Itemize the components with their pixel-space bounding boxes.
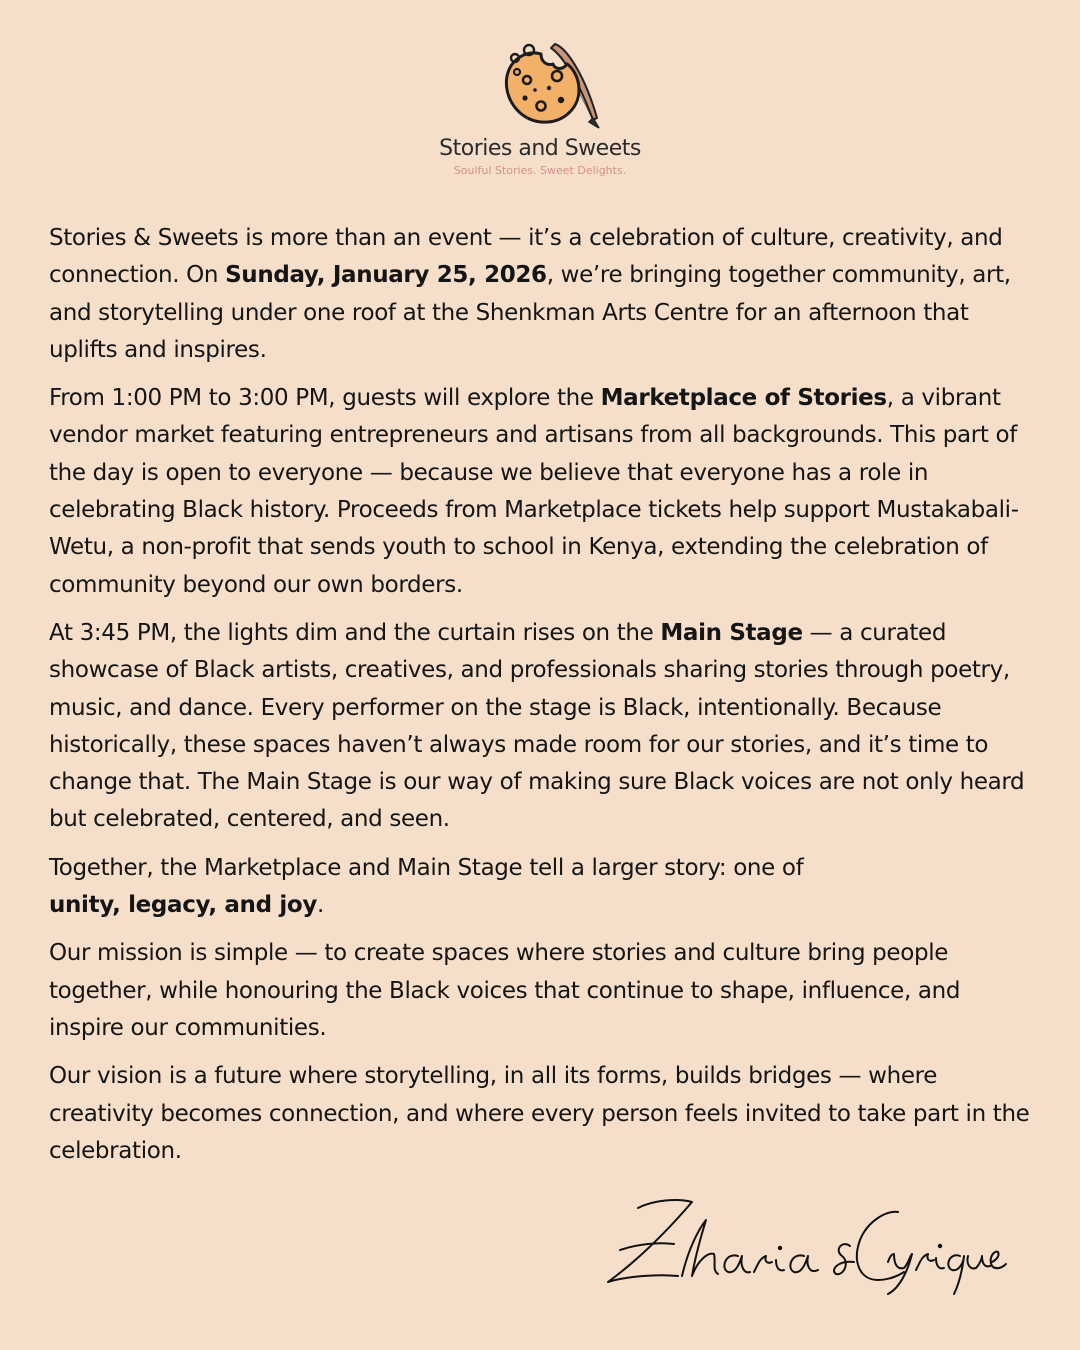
paragraph-vision: Our vision is a future where storytelling, in all its forms, builds bridges — where creativity becomes connection, and where every person feels invited to take part in the celebration. [49,1063,1030,1164]
brand-logo [0,36,1080,178]
paragraph-marketplace: From 1:00 PM to 3:00 PM, guests will explore the Marketplace of Stories, a vibrant vendor market featuring entrepreneurs and artisans from all backgrounds. This part of the day is open to everyone — because we believe that everyone has a role in celebrating Black history. Proceeds from Marketplace tickets help support Mustakabali-Wetu, a non-profit that sends youth to school in Kenya, extending the celebration of community beyond our own borders. [49,385,1019,598]
paragraph-mission: Our mission is simple — to create spaces where stories and culture bring people together, while honouring the Black voices that continue to shape, influence, and inspire our communities. [49,940,961,1041]
signature [598,1190,1008,1304]
signature-icon [598,1190,1008,1300]
paragraph-intro: Stories & Sweets is more than an event — it’s a celebration of culture, creativity, and connection. On Sunday, January 25, 2026, we’re bringing together community, art, and storytelling under one roof at the Shenkman Arts Centre for an afternoon that uplifts and inspires. [49,225,1011,363]
brand-tagline: Soulful Stories. Sweet Delights. [453,164,627,177]
paragraph-together: Together, the Marketplace and Main Stage tell a larger story: one of unity, legacy, and joy. [49,854,804,919]
unity-phrase: unity, legacy, and joy [49,892,317,919]
cookie-with-quill-icon [475,36,605,136]
letter-body [49,220,1039,1181]
brand-name: Stories and Sweets [439,136,641,161]
paragraph-main-stage: At 3:45 PM, the lights dim and the curtain rises on the Main Stage — a curated showcase of Black artists, creatives, and professionals sharing stories through poetry, music, and dance. Every performer on the stage is Black, intentionally. Because historically, these spaces haven’t always made room for our stories, and it’s time to change that. The Main Stage is our way of making sure Black voices are not only heard but celebrated, centered, and seen. [49,619,1025,833]
event-date: Sunday, January 25, 2026 [225,262,547,289]
marketplace-title: Marketplace of Stories [600,385,887,412]
main-stage-title: Main Stage [660,619,803,646]
